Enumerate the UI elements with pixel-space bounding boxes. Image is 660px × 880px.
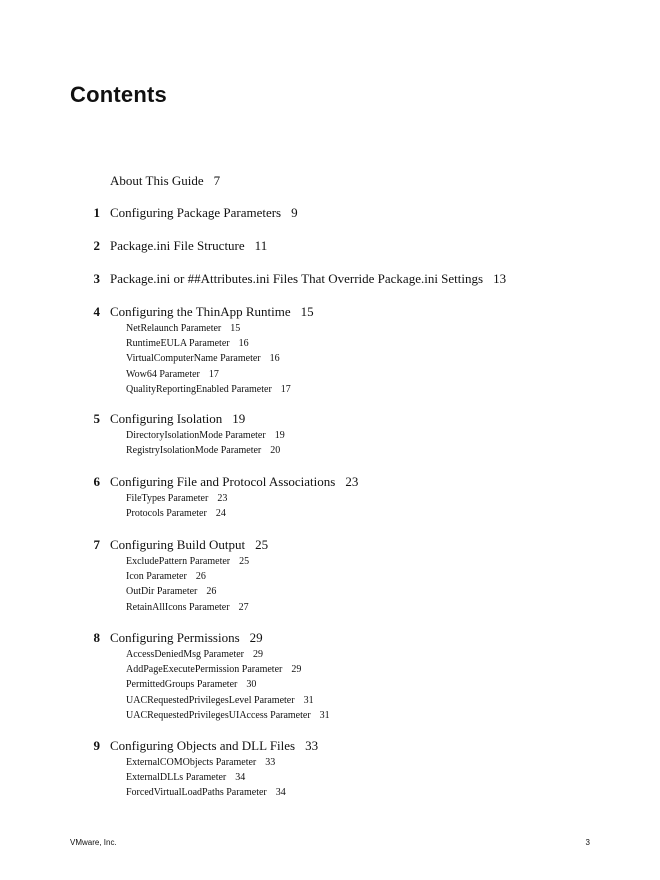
subsection-title: Wow64 Parameter	[126, 368, 200, 380]
subsection-page: 16	[269, 353, 280, 365]
chapter-title: Configuring Objects and DLL Files	[110, 738, 296, 753]
subsection-list	[126, 491, 227, 521]
subsection-link[interactable]	[126, 569, 249, 584]
subsection-page: 31	[303, 694, 314, 706]
chapter-page: 29	[249, 630, 263, 645]
chapter-title: Configuring File and Protocol Associations	[110, 474, 336, 489]
subsection-page: 30	[246, 679, 257, 691]
chapter-link[interactable]	[110, 238, 267, 254]
chapter-page: 7	[213, 173, 221, 188]
subsection-title: Protocols Parameter	[126, 508, 207, 520]
chapter-number: 5	[93, 411, 100, 426]
subsection-page: 26	[195, 571, 206, 583]
subsection-title: ExcludePattern Parameter	[126, 556, 231, 567]
subsection-list	[126, 321, 291, 397]
subsection-list	[126, 647, 330, 723]
subsection-page: 23	[217, 493, 228, 504]
subsection-page: 27	[238, 601, 249, 613]
subsection-link[interactable]	[126, 336, 291, 351]
chapter-number: 6	[93, 474, 100, 489]
chapter-number: 3	[93, 271, 100, 286]
subsection-link[interactable]	[126, 584, 249, 599]
subsection-title: UACRequestedPrivilegesLevel Parameter	[126, 694, 295, 706]
subsection-page: 34	[235, 772, 246, 784]
subsection-link[interactable]	[126, 491, 227, 506]
subsection-link[interactable]	[126, 755, 286, 770]
subsection-title: PermittedGroups Parameter	[126, 679, 238, 691]
subsection-title: FileTypes Parameter	[126, 493, 209, 504]
chapter-page: 11	[254, 238, 268, 253]
chapter-title: Configuring Package Parameters	[110, 205, 282, 220]
subsection-link[interactable]	[126, 506, 227, 521]
subsection-link[interactable]	[126, 677, 330, 692]
subsection-page: 25	[239, 556, 250, 567]
chapter-link[interactable]	[110, 630, 263, 646]
chapter-link[interactable]	[110, 537, 268, 553]
chapter-link[interactable]	[110, 271, 506, 287]
subsection-page: 29	[291, 664, 302, 676]
subsection-page: 29	[253, 649, 264, 660]
subsection-title: ForcedVirtualLoadPaths Parameter	[126, 787, 267, 799]
footer-publisher: VMware, Inc.	[70, 838, 117, 847]
subsection-title: NetRelaunch Parameter	[126, 323, 222, 334]
chapter-page: 9	[291, 205, 298, 220]
subsection-link[interactable]	[126, 351, 291, 366]
subsection-list	[126, 554, 249, 615]
subsection-link[interactable]	[126, 647, 330, 662]
subsection-page: 31	[319, 709, 330, 721]
subsection-link[interactable]	[126, 693, 330, 708]
subsection-page: 34	[275, 787, 286, 799]
chapter-link[interactable]	[110, 738, 318, 754]
subsection-title: DirectoryIsolationMode Parameter	[126, 430, 266, 441]
chapter-number: 7	[93, 537, 100, 552]
chapter-page: 13	[493, 271, 507, 286]
subsection-title: RegistryIsolationMode Parameter	[126, 445, 262, 457]
chapter-number: 1	[93, 205, 100, 220]
subsection-link[interactable]	[126, 708, 330, 723]
chapter-title: Configuring Permissions	[110, 630, 240, 645]
subsection-link[interactable]	[126, 367, 291, 382]
page-title: Contents	[70, 82, 167, 107]
chapter-link[interactable]	[110, 304, 314, 320]
chapter-number: 9	[93, 738, 100, 753]
subsection-link[interactable]	[126, 554, 249, 569]
subsection-link[interactable]	[126, 382, 291, 397]
subsection-page: 19	[274, 430, 285, 441]
subsection-title: AddPageExecutePermission Parameter	[126, 664, 283, 676]
chapter-link[interactable]	[110, 173, 220, 189]
subsection-link[interactable]	[126, 428, 285, 443]
chapter-page: 15	[300, 304, 314, 319]
subsection-link[interactable]	[126, 443, 285, 458]
subsection-page: 26	[206, 586, 217, 598]
subsection-page: 17	[280, 383, 291, 395]
subsection-link[interactable]	[126, 785, 286, 800]
chapter-title: Configuring the ThinApp Runtime	[110, 304, 291, 319]
subsection-page: 16	[238, 338, 249, 350]
footer-page-number: 3	[585, 838, 590, 847]
subsection-title: QualityReportingEnabled Parameter	[126, 383, 272, 395]
chapter-number: 8	[93, 630, 100, 645]
subsection-link[interactable]	[126, 321, 291, 336]
subsection-title: OutDir Parameter	[126, 586, 198, 598]
subsection-link[interactable]	[126, 600, 249, 615]
subsection-page: 20	[270, 445, 281, 457]
subsection-title: Icon Parameter	[126, 571, 187, 583]
chapter-number: 2	[93, 238, 100, 253]
subsection-page: 15	[230, 323, 241, 334]
chapter-title: Package.ini File Structure	[110, 238, 245, 253]
chapter-title: Configuring Isolation	[110, 411, 223, 426]
subsection-page: 17	[208, 368, 219, 380]
chapter-link[interactable]	[110, 205, 298, 221]
subsection-title: VirtualComputerName Parameter	[126, 353, 261, 365]
subsection-link[interactable]	[126, 770, 286, 785]
subsection-title: UACRequestedPrivilegesUIAccess Parameter	[126, 709, 311, 721]
subsection-page: 24	[215, 508, 226, 520]
chapter-link[interactable]	[110, 474, 358, 490]
subsection-link[interactable]	[126, 662, 330, 677]
chapter-title: Configuring Build Output	[110, 537, 246, 552]
chapter-page: 33	[305, 738, 319, 753]
subsection-list	[126, 755, 286, 801]
subsection-title: ExternalCOMObjects Parameter	[126, 757, 257, 768]
subsection-title: RuntimeEULA Parameter	[126, 338, 230, 350]
subsection-page: 33	[265, 757, 276, 768]
chapter-title: Package.ini or ##Attributes.ini Files That Override Package.ini Settings	[110, 271, 484, 286]
chapter-number: 4	[93, 304, 100, 319]
subsection-title: RetainAllIcons Parameter	[126, 601, 230, 613]
chapter-title: About This Guide	[110, 173, 204, 188]
chapter-page: 25	[255, 537, 269, 552]
subsection-title: AccessDeniedMsg Parameter	[126, 649, 245, 660]
subsection-title: ExternalDLLs Parameter	[126, 772, 227, 784]
chapter-page: 23	[345, 474, 359, 489]
chapter-link[interactable]	[110, 411, 245, 427]
subsection-list	[126, 428, 285, 458]
chapter-page: 19	[232, 411, 246, 426]
